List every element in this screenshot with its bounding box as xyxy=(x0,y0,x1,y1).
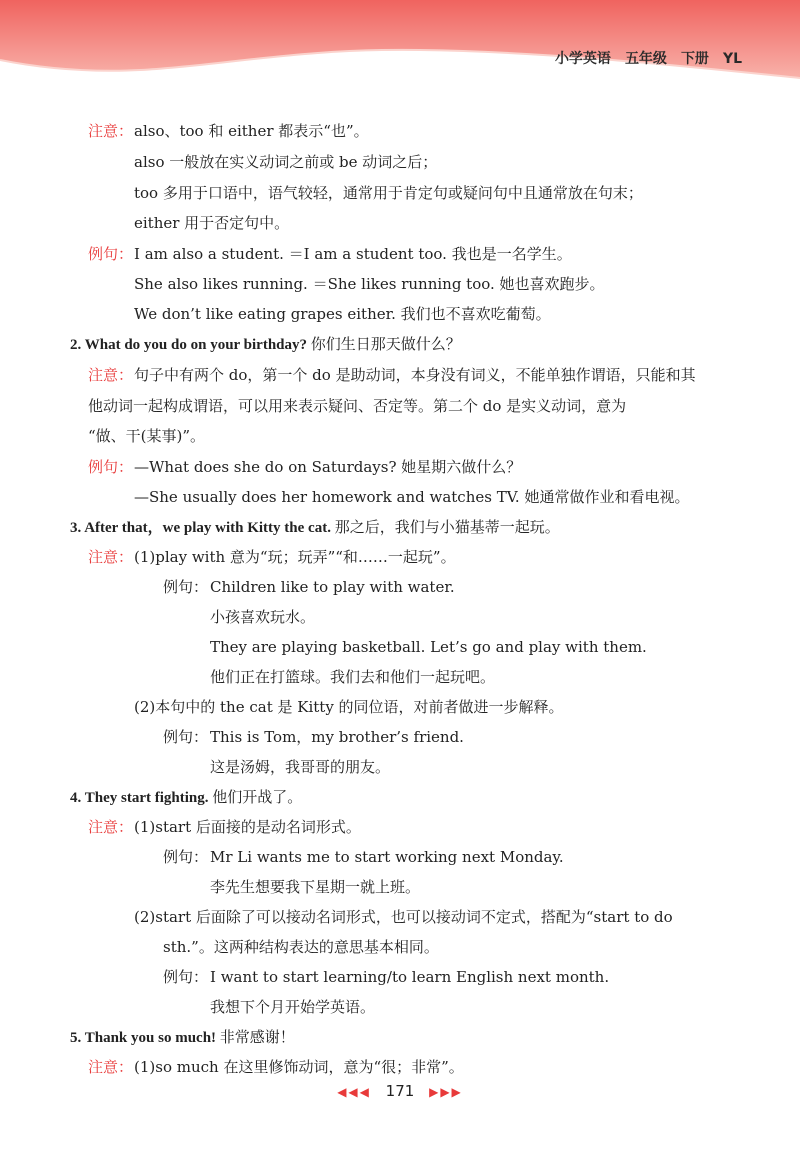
example-label-inner: 例句： xyxy=(163,578,209,596)
section-2-english: What do you do on your birthday? xyxy=(84,337,308,353)
section-3-heading xyxy=(70,517,560,538)
s4-p1-example-2: 李先生想要我下星期一就上班。 xyxy=(210,878,421,896)
note-label: 注意： xyxy=(88,366,134,384)
s2-note-line-2: 他动词一起构成谓语，可以用来表示疑问、否定等。第二个 do 是实义动词，意为 xyxy=(88,397,627,415)
header-edition: YL xyxy=(722,51,742,67)
s3-p2-example-1: This is Tom，my brother’s friend. xyxy=(210,728,464,746)
s3-p2-example-2: 这是汤姆，我哥哥的朋友。 xyxy=(210,758,391,776)
section-4-heading xyxy=(70,787,302,808)
s2-note-line-1: 句子中有两个 do，第一个 do 是助动词，本身没有词义，不能单独作谓语，只能和其 xyxy=(134,366,696,384)
left-arrows-icon: ◀◀◀ xyxy=(337,1085,371,1099)
section-5-english: Thank you so much! xyxy=(84,1030,217,1046)
section-3-number: 3. xyxy=(70,520,82,536)
header-volume: 下册 xyxy=(680,51,709,67)
note-label: 注意： xyxy=(88,122,134,140)
page-number: 171 xyxy=(385,1082,415,1100)
s4-point-2-line-2: sth.”。这两种结构表达的意思基本相同。 xyxy=(163,938,439,956)
s4-p1-example-1: Mr Li wants me to start working next Monday. xyxy=(210,848,564,866)
section-5-heading xyxy=(70,1027,295,1048)
section-2-number: 2. xyxy=(70,337,82,353)
s4-point-2-line-1: (2)start 后面除了可以接动名词形式，也可以接动词不定式，搭配为“start to do xyxy=(134,908,673,926)
s2-example-line-2: —She usually does her homework and watches TV. 她通常做作业和看电视。 xyxy=(134,488,690,506)
note-label: 注意： xyxy=(88,818,134,836)
note-label: 注意： xyxy=(88,1058,134,1076)
s4-point-1: (1)start 后面接的是动名词形式。 xyxy=(134,818,361,836)
s3-point-1: (1)play with 意为“玩；玩弄”“和……一起玩”。 xyxy=(134,548,456,566)
header-breadcrumb xyxy=(541,48,742,68)
section-2-heading xyxy=(70,334,461,355)
s1-note-line-3: too 多用于口语中，语气较轻，通常用于肯定句或疑问句中且通常放在句末； xyxy=(134,184,643,202)
s3-point-2: (2)本句中的 the cat 是 Kitty 的同位语，对前者做进一步解释。 xyxy=(134,698,564,716)
section-5-chinese: 非常感谢！ xyxy=(219,1028,295,1046)
section-3-english: After that，we play with Kitty the cat. xyxy=(84,520,331,536)
s4-p2-example-1: I want to start learning/to learn English next month. xyxy=(210,968,610,986)
s1-note-line-2: also 一般放在实义动词之前或 be 动词之后； xyxy=(134,153,438,171)
example-label-inner: 例句： xyxy=(163,848,209,866)
s3-p1-example-3: They are playing basketball. Let’s go and play with them. xyxy=(210,638,647,656)
header-grade: 五年级 xyxy=(624,51,667,67)
section-5-number: 5. xyxy=(70,1030,82,1046)
s5-point-1: (1)so much 在这里修饰动词，意为“很；非常”。 xyxy=(134,1058,464,1076)
page-footer xyxy=(0,1082,800,1100)
example-label: 例句： xyxy=(88,458,134,476)
example-label-inner: 例句： xyxy=(163,968,209,986)
s3-p1-example-1: Children like to play with water. xyxy=(210,578,455,596)
s1-example-line-3: We don’t like eating grapes either. 我们也不喜欢吃葡萄。 xyxy=(134,305,551,323)
header-subject: 小学英语 xyxy=(554,51,611,67)
s2-note-line-3: “做、干(某事)”。 xyxy=(88,427,206,445)
example-label: 例句： xyxy=(88,245,134,263)
s2-example-line-1: —What does she do on Saturdays? 她星期六做什么？ xyxy=(134,458,522,476)
section-4-number: 4. xyxy=(70,790,82,806)
s1-note-line-1: also、too 和 either 都表示“也”。 xyxy=(134,122,369,140)
s1-example-line-2: She also likes running. ＝She likes running too. 她也喜欢跑步。 xyxy=(134,275,605,293)
s3-p1-example-2: 小孩喜欢玩水。 xyxy=(210,608,316,626)
s1-example-line-1: I am also a student. ＝I am a student too. 我也是一名学生。 xyxy=(134,245,572,263)
s3-p1-example-4: 他们正在打篮球。我们去和他们一起玩吧。 xyxy=(210,668,496,686)
section-4-chinese: 他们开战了。 xyxy=(212,788,303,806)
section-2-chinese: 你们生日那天做什么？ xyxy=(310,335,461,353)
section-3-chinese: 那之后，我们与小猫基蒂一起玩。 xyxy=(334,518,560,536)
right-arrows-icon: ▶▶▶ xyxy=(429,1085,463,1099)
section-4-english: They start fighting. xyxy=(84,790,209,806)
s4-p2-example-2: 我想下个月开始学英语。 xyxy=(210,998,376,1016)
note-label: 注意： xyxy=(88,548,134,566)
s1-note-line-4: either 用于否定句中。 xyxy=(134,214,290,232)
example-label-inner: 例句： xyxy=(163,728,209,746)
